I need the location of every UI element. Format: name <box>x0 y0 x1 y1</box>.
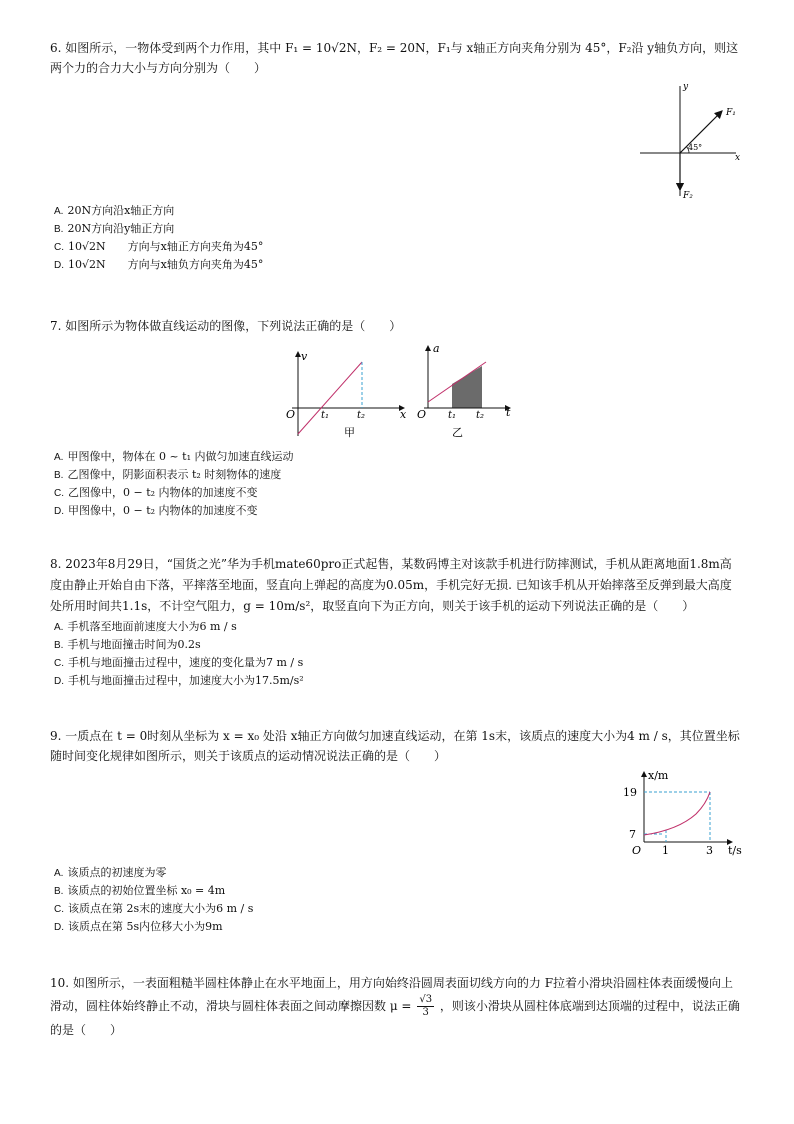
y19-label: 19 <box>623 786 637 799</box>
stem-text-2: ，则该小滑块从圆柱体底端到达顶端的过程中，说法正确的是（ ） <box>50 999 740 1037</box>
mu-denominator: 3 <box>422 1007 429 1018</box>
option-letter: C. <box>54 488 64 499</box>
option-letter: A. <box>54 868 64 879</box>
option-text: 10√2N 方向与x轴负方向夹角为45° <box>68 258 264 271</box>
x-t-curve <box>644 792 710 835</box>
option-letter: D. <box>54 506 64 517</box>
mu-numerator: √3 <box>419 994 433 1005</box>
figure-caption-jia: 甲 <box>344 426 355 439</box>
option-letter: B. <box>54 640 64 651</box>
force-diagram <box>636 80 746 202</box>
option-letter: B. <box>54 224 64 235</box>
option-text: 甲图像中，物体在 0 ~ t₁ 内做匀加速直线运动 <box>67 450 294 463</box>
q7-option-b[interactable] <box>54 466 281 484</box>
q9-option-d[interactable] <box>54 918 223 936</box>
option-letter: A. <box>54 206 64 217</box>
origin-label: O <box>417 408 427 421</box>
q7-option-d[interactable] <box>54 502 258 520</box>
mu-fraction <box>417 994 434 1019</box>
v-label: v <box>301 350 308 363</box>
q6-option-a[interactable] <box>54 202 174 220</box>
origin-label: O <box>632 844 642 857</box>
q7-option-a[interactable] <box>54 448 293 466</box>
option-letter: A. <box>54 622 64 633</box>
q8-option-c[interactable] <box>54 654 303 672</box>
option-text: 乙图像中，阴影面积表示 t₂ 时刻物体的速度 <box>67 468 282 481</box>
y7-label: 7 <box>629 828 636 841</box>
angle-label: 45° <box>688 143 703 152</box>
option-text: 20N方向沿y轴正方向 <box>67 222 175 235</box>
t3-tick-label: 3 <box>706 844 713 857</box>
t1-label: t₁ <box>321 410 330 421</box>
t1-label: t₁ <box>448 410 457 421</box>
question-9-stem: 9. 一质点在 t = 0时刻从坐标为 x = x₀ 处沿 x轴正方向做匀加速直线运动，在第 1s末，该质点的速度大小为4 m / s，其位置坐标随时间变化规律如图所示，则关于该质点的运动情况说法正确的是（ ） <box>50 729 740 763</box>
position-time-graph <box>618 768 748 860</box>
x-label: x <box>400 408 407 421</box>
y-label: y <box>683 82 689 92</box>
option-text: 10√2N 方向与x轴正方向夹角为45° <box>68 240 264 253</box>
option-text: 该质点在第 2s末的速度大小为6 m / s <box>68 902 254 915</box>
figure-caption-yi: 乙 <box>452 426 463 439</box>
q6-option-b[interactable] <box>54 220 174 238</box>
option-text: 20N方向沿x轴正方向 <box>67 204 175 217</box>
option-text: 甲图像中，0 − t₂ 内物体的加速度不变 <box>68 504 258 517</box>
velocity-time-graph <box>284 346 410 442</box>
t2-label: t₂ <box>357 410 366 421</box>
q9-option-b[interactable] <box>54 882 225 900</box>
q8-option-a[interactable] <box>54 618 237 636</box>
option-text: 乙图像中，0 − t₂ 内物体的加速度不变 <box>68 486 258 499</box>
option-letter: C. <box>54 904 64 915</box>
y-axis-label: x/m <box>648 769 669 782</box>
option-letter: D. <box>54 676 64 687</box>
q6-option-c[interactable] <box>54 238 263 256</box>
a-label: a <box>433 342 440 355</box>
option-letter: B. <box>54 470 64 481</box>
shaded-area <box>452 366 482 408</box>
option-text: 该质点的初始位置坐标 x₀ = 4m <box>67 884 226 897</box>
f2-label: F₂ <box>683 191 693 201</box>
q7-option-c[interactable] <box>54 484 258 502</box>
q6-option-d[interactable] <box>54 256 263 274</box>
v-t-line <box>298 362 362 434</box>
question-10-stem <box>50 972 740 1041</box>
question-8-stem: 8. 2023年8月29日，“国货之光”华为手机mate60pro正式起售，某数码博主对该款手机进行防摔测试，手机从距离地面1.8m高度由静止开始自由下落，平摔落至地面，竖直向上弹起的高度为0.05m，手机完好无损. 已知该手机从开始摔落至反弹到最大高度处所用时间共1.1s，不计空气阻力，g = 10m/s²，取竖直向下为正方向，则关于该手机的运动下列说法正确的是（ ） <box>50 557 732 613</box>
question-6-stem: 6. 如图所示，一物体受到两个力作用，其中 F₁ = 10√2N，F₂ = 20N，F₁与 x轴正方向夹角分别为 45°，F₂沿 y轴负方向，则这两个力的合力大小与方向分别为（ ） <box>50 41 739 75</box>
acceleration-time-graph <box>414 340 524 442</box>
option-text: 该质点在第 5s内位移大小为9m <box>68 920 223 933</box>
option-letter: C. <box>54 242 64 253</box>
q8-option-d[interactable] <box>54 672 304 690</box>
f1-label: F₁ <box>726 108 736 118</box>
q8-option-b[interactable] <box>54 636 201 654</box>
option-text: 手机与地面撞击过程中，加速度大小为17.5m/s² <box>68 674 304 687</box>
option-text: 手机落至地面前速度大小为6 m / s <box>67 620 237 633</box>
stem-text-1: 10. 如图所示，一表面粗糙半圆柱体静止在水平地面上，用方向始终沿圆周表面切线方向的力 F拉着小滑块沿圆柱体表面缓慢向上滑动，圆柱体始终静止不动，滑块与圆柱体表面之间动摩擦因数 μ = <box>50 976 734 1013</box>
q9-option-a[interactable] <box>54 864 166 882</box>
t2-label: t₂ <box>476 410 485 421</box>
option-letter: C. <box>54 658 64 669</box>
option-letter: A. <box>54 452 64 463</box>
q9-option-c[interactable] <box>54 900 253 918</box>
option-text: 手机与地面撞击时间为0.2s <box>67 638 201 651</box>
t-axis-label: t/s <box>728 844 742 857</box>
question-7-stem: 7. 如图所示为物体做直线运动的图像，下列说法正确的是（ ） <box>50 319 402 333</box>
t1-tick-label: 1 <box>662 844 669 857</box>
option-letter: D. <box>54 922 64 933</box>
t-label: t <box>506 406 511 419</box>
option-letter: D. <box>54 260 64 271</box>
origin-label: O <box>286 408 296 421</box>
option-text: 该质点的初速度为零 <box>67 866 167 879</box>
x-label: x <box>735 153 741 163</box>
option-letter: B. <box>54 886 64 897</box>
option-text: 手机与地面撞击过程中，速度的变化量为7 m / s <box>68 656 304 669</box>
